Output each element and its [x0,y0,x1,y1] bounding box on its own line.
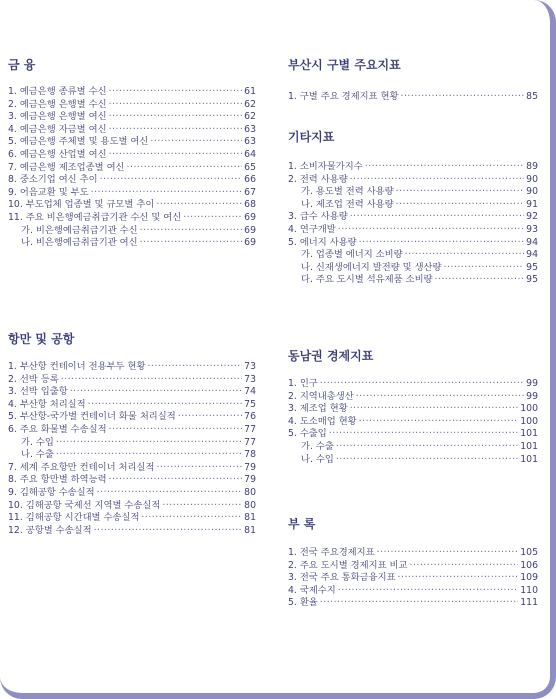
toc-subentry[interactable]: 나. 비은행예금취급기관 여신 ····· 69 [8,237,256,250]
toc-entry[interactable]: 3. 급수 사용량 ····· 92 [288,211,538,224]
section-heading-southeast: 동남권 경제지표 [288,349,374,363]
section-heading-busan: 부산시 구별 주요지표 [288,58,401,72]
toc-entry[interactable]: 10. 김해공항 국제선 지역별 수송실적 ····· 80 [8,500,256,513]
toc-entry[interactable]: 1. 구별 주요 경제지표 현황 ····· 85 [288,91,538,104]
toc-list-port [8,361,256,537]
toc-entry[interactable]: 3. 예금은행 은행별 여신 ····· 62 [8,111,256,124]
toc-subentry[interactable]: 가. 업종별 에너지 소비량 ····· 94 [288,249,538,262]
toc-entry[interactable]: 2. 전력 사용량 ····· 90 [288,174,538,187]
toc-entry[interactable]: 1. 전국 주요경제지표 ····· 105 [288,547,538,560]
toc-entry[interactable]: 11. 주요 비은행예금취급기관 수신 및 여신 ····· 69 [8,212,256,225]
toc-subentry[interactable]: 다. 주요 도시별 석유제품 소비량 ····· 95 [288,274,538,287]
toc-entry[interactable]: 7. 예금은행 제조업종별 여신 ····· 65 [8,162,256,175]
toc-subentry[interactable]: 나. 수출 ····· 78 [8,449,256,462]
toc-subentry[interactable]: 가. 용도별 전력 사용량 ····· 90 [288,186,538,199]
toc-entry[interactable]: 4. 연구개발 ····· 93 [288,224,538,237]
toc-entry[interactable]: 1. 부산항 컨테이너 전용부두 현황 ····· 73 [8,361,256,374]
toc-entry[interactable]: 11. 김해공항 시간대별 수송실적 ····· 81 [8,512,256,525]
toc-entry[interactable]: 4. 예금은행 자금별 여신 ····· 63 [8,124,256,137]
toc-subentry[interactable]: 가. 수출 ····· 101 [288,441,538,454]
toc-entry[interactable]: 1. 소비자물가지수 ····· 89 [288,161,538,174]
toc-entry[interactable]: 2. 예금은행 은행별 수신 ····· 62 [8,99,256,112]
toc-subentry[interactable]: 가. 수입 ····· 77 [8,437,256,450]
section-heading-other: 기타지표 [288,130,335,144]
toc-list-other [288,161,538,287]
section-heading-port: 항만 및 공항 [8,332,75,346]
toc-entry[interactable]: 5. 에너지 사용량 ····· 94 [288,237,538,250]
toc-entry[interactable]: 9. 김해공항 수송실적 ····· 80 [8,487,256,500]
toc-list-appendix [288,547,538,610]
toc-list-finance [8,86,256,250]
toc-entry[interactable]: 7. 세계 주요항만 컨테이너 처리실적 ····· 79 [8,462,256,475]
toc-entry[interactable]: 3. 제조업 현황 ····· 100 [288,403,538,416]
toc-entry[interactable]: 3. 전국 주요 통화금융지표 ····· 109 [288,572,538,585]
toc-entry[interactable]: 2. 지역내총생산 ····· 99 [288,391,538,404]
toc-entry[interactable]: 5. 예금은행 주체별 및 용도별 여신 ····· 63 [8,136,256,149]
toc-entry[interactable]: 8. 주요 항만별 하역능력 ····· 79 [8,474,256,487]
toc-entry[interactable]: 1. 인구 ····· 99 [288,378,538,391]
toc-entry[interactable]: 5. 수출입 ····· 101 [288,428,538,441]
toc-entry[interactable]: 5. 부산항-국가별 컨테이너 화물 처리실적 ····· 76 [8,411,256,424]
toc-entry[interactable]: 2. 주요 도시별 경제지표 비교 ····· 106 [288,560,538,573]
toc-entry[interactable]: 10. 부도업체 업종별 및 규모별 추이 ····· 68 [8,199,256,212]
toc-entry[interactable]: 4. 국제수지 ····· 110 [288,585,538,598]
section-heading-appendix: 부 록 [288,517,316,531]
section-heading-finance: 금 융 [8,58,36,72]
toc-entry[interactable]: 3. 선박 입출항 ····· 74 [8,386,256,399]
toc-entry[interactable]: 4. 도소매업 현황 ····· 100 [288,416,538,429]
toc-entry[interactable]: 5. 환율 ····· 111 [288,597,538,610]
toc-entry[interactable]: 8. 중소기업 여신 추이 ····· 66 [8,174,256,187]
toc-entry[interactable]: 2. 선박 등록 ····· 73 [8,374,256,387]
toc-entry[interactable]: 6. 주요 화물별 수송실적 ····· 77 [8,424,256,437]
toc-entry[interactable]: 1. 예금은행 종류별 수신 ····· 61 [8,86,256,99]
toc-entry[interactable]: 9. 어음교환 및 부도 ····· 67 [8,187,256,200]
toc-entry[interactable]: 6. 예금은행 산업별 여신 ····· 64 [8,149,256,162]
toc-list-southeast [288,378,538,466]
toc-subentry[interactable]: 나. 수입 ····· 101 [288,454,538,467]
toc-list-busan [288,91,538,104]
toc-subentry[interactable]: 나. 제조업 전력 사용량 ····· 91 [288,199,538,212]
toc-subentry[interactable]: 가. 비은행예금취급기관 수신 ····· 69 [8,225,256,238]
toc-subentry[interactable]: 나. 신재생에너지 발전량 및 생산량 ····· 95 [288,262,538,275]
toc-entry[interactable]: 4. 부산항 처리실적 ····· 75 [8,399,256,412]
toc-entry[interactable]: 12. 공항별 수송실적 ····· 81 [8,525,256,538]
